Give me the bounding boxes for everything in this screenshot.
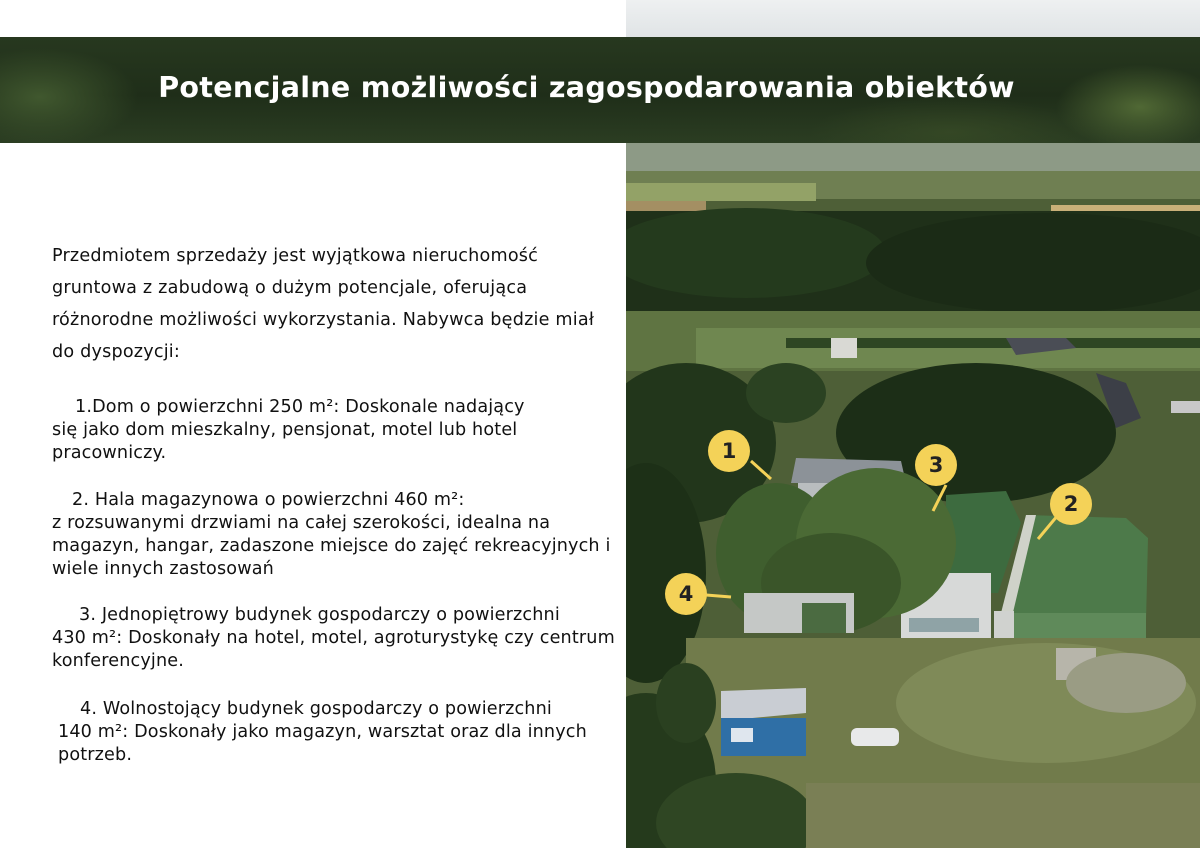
list-item-heading: 1.Dom o powierzchni 250 m²: Doskonale nadający xyxy=(75,397,525,417)
marker-4: 4 xyxy=(665,573,707,615)
page-title: Potencjalne możliwości zagospodarowania obiektów xyxy=(158,70,1015,104)
header-banner xyxy=(0,37,1200,143)
list-item-heading: 4. Wolnostojący budynek gospodarczy o powierzchni xyxy=(80,699,552,719)
aerial-photo xyxy=(626,143,1200,848)
aerial-photo-illustration xyxy=(626,143,1200,848)
intro-block xyxy=(52,240,612,368)
list-item xyxy=(52,489,612,581)
list-item xyxy=(58,698,618,767)
intro-paragraph: Przedmiotem sprzedaży jest wyjątkowa nieruchomość gruntowa z zabudową o dużym potencjale, oferująca różnorodne możliwości wykorzystania. Nabywca będzie miał do dyspozycji: xyxy=(52,246,595,362)
marker-1: 1 xyxy=(708,430,750,472)
list-item-body: 140 m²: Doskonały jako magazyn, warsztat oraz dla innych potrzeb. xyxy=(58,722,587,765)
list-item xyxy=(52,604,622,673)
marker-2: 2 xyxy=(1050,483,1092,525)
list-item-body: 430 m²: Doskonały na hotel, motel, agroturystykę czy centrum konferencyjne. xyxy=(52,628,615,671)
list-item-heading: 2. Hala magazynowa o powierzchni 460 m²: xyxy=(72,490,465,510)
marker-3: 3 xyxy=(915,444,957,486)
list-item-body: się jako dom mieszkalny, pensjonat, motel lub hotel pracowniczy. xyxy=(52,420,518,463)
list-item xyxy=(52,396,612,465)
list-item-heading: 3. Jednopiętrowy budynek gospodarczy o powierzchni xyxy=(79,605,560,625)
sky-strip xyxy=(626,0,1200,40)
list-item-body: z rozsuwanymi drzwiami na całej szerokości, idealna na magazyn, hangar, zadaszone miejsce do zajęć rekreacyjnych i wiele innych zastosowań xyxy=(52,513,611,579)
